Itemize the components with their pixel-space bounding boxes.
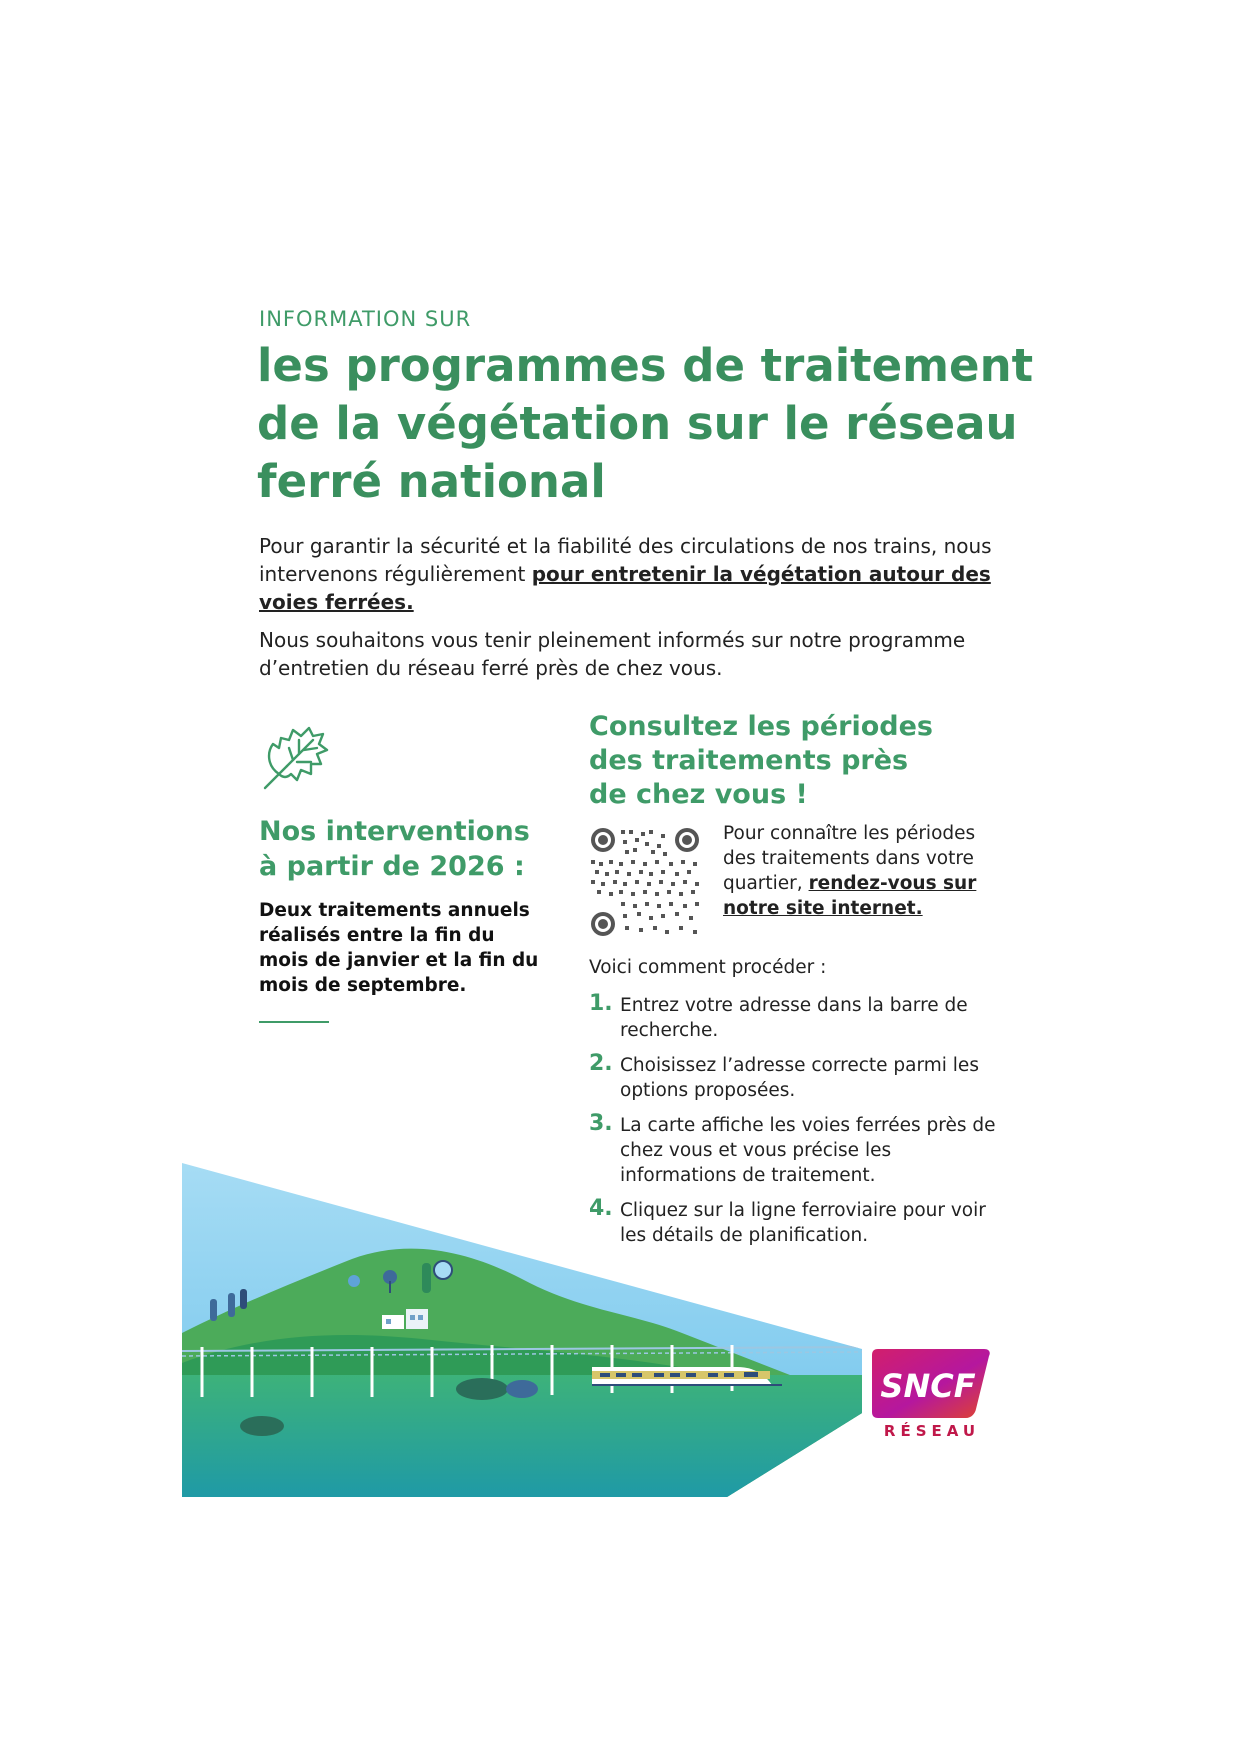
kicker: INFORMATION SUR	[259, 307, 472, 331]
step-text: Choisissez l’adresse correcte parmi les options proposées.	[620, 1055, 979, 1101]
qr-instructions	[723, 821, 993, 921]
consult-heading-line-1: Consultez les périodes	[589, 711, 933, 742]
step-number: 4.	[589, 1196, 613, 1221]
step-text: La carte affiche les voies ferrées près de chez vous et vous précise les informations de traitement.	[620, 1115, 996, 1186]
step-2	[589, 1053, 1009, 1103]
interventions-heading-line-1: Nos interventions	[259, 816, 530, 847]
interventions-heading-line-2: à partir de 2026 :	[259, 851, 525, 882]
intro-link[interactable]: pour entretenir la végétation autour des voies ferrées.	[259, 562, 991, 614]
step-text: Cliquez sur la ligne ferroviaire pour voir les détails de planification.	[620, 1200, 986, 1246]
qr-instructions-text: Pour connaître les périodes des traitements dans votre quartier,	[723, 823, 976, 894]
intro-text: Pour garantir la sécurité et la fiabilité des circulations de nos trains, nous intervenons régulièrement	[259, 534, 992, 586]
page-title	[257, 337, 1034, 511]
qr-code[interactable]	[589, 826, 701, 938]
title-line-1: les programmes de traitement	[257, 339, 1034, 392]
step-text: Entrez votre adresse dans la barre de recherche.	[620, 995, 968, 1041]
intro-paragraph-1	[259, 532, 999, 616]
leaf-icon	[259, 722, 331, 794]
interventions-body: Deux traitements annuels réalisés entre la fin du mois de janvier et la fin du mois de septembre.	[259, 900, 539, 996]
reseau-label: RÉSEAU	[883, 1422, 981, 1440]
step-number: 2.	[589, 1051, 613, 1076]
divider	[259, 1021, 329, 1023]
interventions-heading	[259, 814, 530, 884]
website-link[interactable]: rendez-vous sur notre site internet.	[723, 873, 977, 919]
intro-paragraph-2: Nous souhaitons vous tenir pleinement informés sur notre programme d’entretien du réseau ferré près de chez vous.	[259, 628, 966, 680]
title-line-2: de la végétation sur le réseau	[257, 397, 1018, 450]
step-1	[589, 993, 1009, 1043]
step-number: 1.	[589, 991, 613, 1016]
title-line-3: ferré national	[257, 455, 606, 508]
sncf-logo-text: SNCF	[880, 1367, 976, 1405]
sncf-logo	[872, 1349, 992, 1418]
howto-label: Voici comment procéder :	[589, 957, 827, 978]
consult-heading-line-3: de chez vous !	[589, 779, 808, 810]
intro	[259, 532, 999, 692]
consult-heading	[589, 710, 933, 812]
consult-heading-line-2: des traitements près	[589, 745, 909, 776]
step-number: 3.	[589, 1111, 613, 1136]
landscape-illustration	[182, 1163, 862, 1497]
